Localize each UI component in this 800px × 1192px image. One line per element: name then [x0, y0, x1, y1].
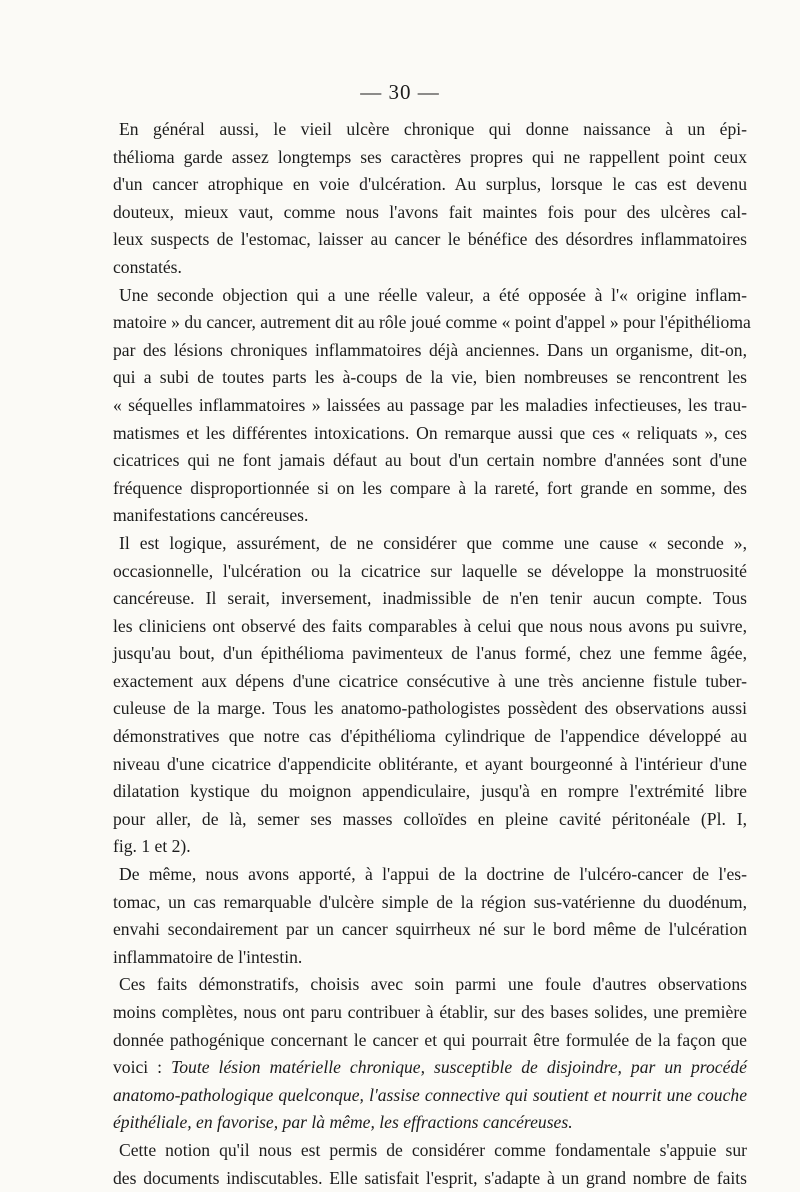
text-line: Cette notion qu'il nous est permis de considérer comme fondamentale s'appuie sur: [119, 1139, 747, 1160]
text-line: exactement aux dépens d'une cicatrice consécutive à une très ancienne fistule tuber-: [113, 670, 747, 691]
paragraph-5: [113, 971, 747, 1137]
paragraph-6: [113, 1137, 747, 1192]
text-line: moins complètes, nous ont paru contribuer à établir, sur des bases solides, une première: [113, 1002, 747, 1022]
text-line: inflammatoire de l'intestin.: [113, 946, 303, 967]
text-line: tomac, un cas remarquable d'ulcère simple de la région sus-vatérienne du duodénum,: [113, 891, 747, 912]
text-line: De même, nous avons apporté, à l'appui de la doctrine de l'ulcéro-cancer de l'es-: [119, 864, 747, 885]
paragraph-2: [113, 282, 751, 530]
text-line: les cliniciens ont observé des faits comparables à celui que nous nous avons pu suivre,: [113, 615, 747, 636]
text-line: d'un cancer atrophique en voie d'ulcération. Au surplus, lorsque le cas est devenu: [113, 174, 747, 195]
italic-fragment: Toute lésion matérielle chronique, susceptible de disjoindre, par un procédé: [171, 1057, 747, 1078]
text-line: En général aussi, le vieil ulcère chronique qui donne naissance à un épi-: [119, 119, 747, 139]
text-line-mixed: [113, 1054, 747, 1082]
text-line: envahi secondairement par un cancer squirrheux né sur le bord même de l'ulcération: [113, 919, 747, 940]
italic-line: épithéliale, en favorise, par là même, les effractions cancéreuses.: [113, 1112, 573, 1133]
text-line: jusqu'au bout, d'un épithélioma pavimenteux de l'anus formé, chez une femme âgée,: [113, 643, 747, 664]
text-line: par des lésions chroniques inflammatoires déjà anciennes. Dans un organisme, dit-on,: [113, 339, 747, 360]
paragraph-1: [113, 116, 747, 282]
body-text: [113, 116, 751, 1192]
text-line: fréquence disproportionnée si on les compare à la rareté, fort grande en somme, des: [113, 477, 747, 498]
text-line: des documents indiscutables. Elle satisfait l'esprit, s'adapte à un grand nombre de faits: [113, 1167, 747, 1188]
text-fragment: voici :: [113, 1057, 172, 1078]
text-line: dilatation kystique du moignon appendiculaire, jusqu'à en rompre l'extrémité libre: [113, 781, 747, 802]
text-line: cancéreuse. Il serait, inversement, inadmissible de n'en tenir aucun compte. Tous: [113, 588, 747, 609]
text-line: leux suspects de l'estomac, laisser au cancer le bénéfice des désordres inflammatoires: [113, 229, 747, 250]
text-line: constatés.: [113, 256, 182, 277]
text-line: démonstratives que notre cas d'épithélioma cylindrique de l'appendice développé au: [113, 726, 747, 747]
text-line: culeuse de la marge. Tous les anatomo-pathologistes possèdent des observations aussi: [113, 698, 747, 719]
text-line: niveau d'une cicatrice d'appendicite oblitérante, et ayant bourgeonné à l'intérieur d'une: [113, 753, 747, 774]
text-line: Une seconde objection qui a une réelle valeur, a été opposée à l'« origine inflam-: [119, 284, 747, 305]
text-line: donnée pathogénique concernant le cancer et qui pourrait être formulée de la façon que: [113, 1029, 747, 1050]
text-line: occasionnelle, l'ulcération ou la cicatrice sur laquelle se développe la monstruosité: [113, 560, 747, 581]
paragraph-3: [113, 530, 747, 861]
text-line: cicatrices qui ne font jamais défaut au bout d'un certain nombre d'années sont d'une: [113, 450, 747, 471]
text-line: Ces faits démonstratifs, choisis avec soin parmi une foule d'autres observations: [119, 974, 747, 995]
text-line: matismes et les différentes intoxications. On remarque aussi que ces « reliquats », ces: [113, 422, 747, 443]
text-line: matoire » du cancer, autrement dit au rôle joué comme « point d'appel » pour l'épithélioma: [113, 312, 751, 333]
page-number: — 30 —: [360, 80, 440, 104]
text-line: fig. 1 et 2).: [113, 836, 191, 857]
italic-line: anatomo-pathologique quelconque, l'assise connective qui soutient et nourrit une couche: [113, 1084, 747, 1105]
text-line: pour aller, de là, semer ses masses colloïdes en pleine cavité péritonéale (Pl. I,: [113, 808, 747, 829]
text-line: qui a subi de toutes parts les à-coups de la vie, bien nombreuses se rencontrent les: [113, 367, 747, 388]
paragraph-4: [113, 861, 747, 971]
text-line: Il est logique, assurément, de ne considérer que comme une cause « seconde »,: [119, 532, 747, 553]
text-line: thélioma garde assez longtemps ses caractères propres qui ne rappellent point ceux: [113, 146, 747, 167]
text-line: manifestations cancéreuses.: [113, 505, 309, 526]
text-line: douteux, mieux vaut, comme nous l'avons fait maintes fois pour des ulcères cal-: [113, 201, 747, 222]
text-line: « séquelles inflammatoires » laissées au passage par les maladies infectieuses, les trau-: [113, 394, 747, 415]
